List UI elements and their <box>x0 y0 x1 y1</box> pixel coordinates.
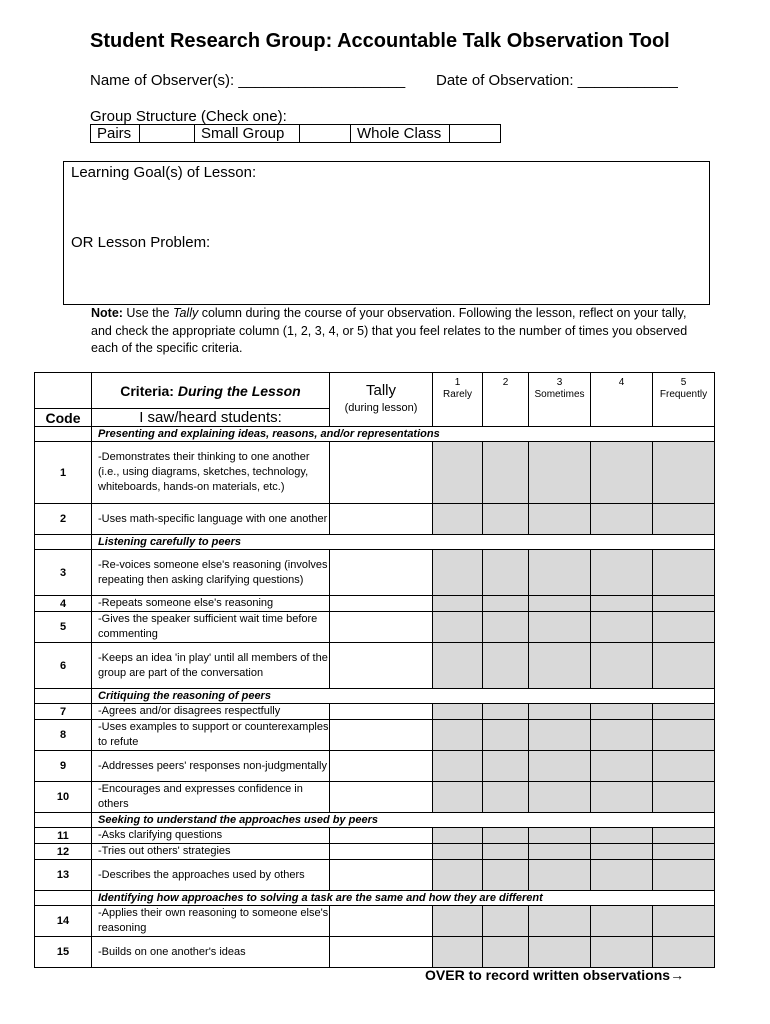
rating-label: Frequently <box>659 389 708 400</box>
criteria-code: 2 <box>35 504 92 535</box>
criteria-text: -Uses examples to support or counterexamples to refute <box>92 720 330 751</box>
rating-1-cell[interactable] <box>433 504 483 535</box>
header-rating-5 <box>653 373 715 427</box>
criteria-table <box>34 372 715 968</box>
group-structure-label: Group Structure (Check one): <box>90 108 287 125</box>
rating-3-cell[interactable] <box>529 704 591 720</box>
section-code-blank <box>35 813 92 828</box>
criteria-code: 7 <box>35 704 92 720</box>
header-rating-3 <box>529 373 591 427</box>
tally-cell[interactable] <box>330 844 433 860</box>
rating-1-cell[interactable] <box>433 751 483 782</box>
rating-num: 1 <box>454 377 461 388</box>
criteria-row <box>35 612 715 643</box>
rating-5-cell[interactable] <box>653 612 715 643</box>
option-small-group-checkbox[interactable] <box>300 125 351 143</box>
tally-cell[interactable] <box>330 596 433 612</box>
criteria-code: 13 <box>35 860 92 891</box>
rating-1-cell[interactable] <box>433 612 483 643</box>
rating-2-cell[interactable] <box>483 442 529 504</box>
rating-3-cell[interactable] <box>529 782 591 813</box>
criteria-text: -Repeats someone else's reasoning <box>92 596 330 612</box>
tally-sublabel: (during lesson) <box>344 402 418 414</box>
criteria-text: -Uses math-specific language with one another <box>92 504 330 535</box>
page-title: Student Research Group: Accountable Talk Observation Tool <box>90 30 670 52</box>
rating-3-cell[interactable] <box>529 860 591 891</box>
rating-1-cell[interactable] <box>433 442 483 504</box>
section-heading: Listening carefully to peers <box>92 535 715 550</box>
criteria-text: -Demonstrates their thinking to one another (i.e., using diagrams, sketches, technology, whiteboards, hands-on materials, etc.) <box>92 442 330 504</box>
tally-cell[interactable] <box>330 906 433 937</box>
rating-3-cell[interactable] <box>529 828 591 844</box>
rating-1-cell[interactable] <box>433 860 483 891</box>
rating-4-cell[interactable] <box>591 828 653 844</box>
rating-2-cell[interactable] <box>483 782 529 813</box>
tally-cell[interactable] <box>330 828 433 844</box>
rating-2-cell[interactable] <box>483 860 529 891</box>
rating-1-cell[interactable] <box>433 906 483 937</box>
rating-4-cell[interactable] <box>591 596 653 612</box>
header-blank <box>35 373 92 409</box>
instructions-note <box>91 305 691 358</box>
rating-2-cell[interactable] <box>483 751 529 782</box>
criteria-prefix: Criteria: <box>120 382 178 399</box>
criteria-text: -Re-voices someone else's reasoning (involves repeating then asking clarifying questions) <box>92 550 330 596</box>
rating-5-cell[interactable] <box>653 937 715 968</box>
rating-5-cell[interactable] <box>653 751 715 782</box>
note-italic: Tally <box>172 306 199 320</box>
section-row <box>35 535 715 550</box>
criteria-code: 15 <box>35 937 92 968</box>
header-tally <box>330 373 433 427</box>
rating-2-cell[interactable] <box>483 828 529 844</box>
header-code: Code <box>35 409 92 427</box>
criteria-row <box>35 751 715 782</box>
section-heading: Identifying how approaches to solving a task are the same and how they are different <box>92 891 715 906</box>
rating-5-cell[interactable] <box>653 844 715 860</box>
rating-2-cell[interactable] <box>483 704 529 720</box>
rating-3-cell[interactable] <box>529 643 591 689</box>
rating-4-cell[interactable] <box>591 937 653 968</box>
criteria-text: -Builds on one another's ideas <box>92 937 330 968</box>
lesson-problem-label: OR Lesson Problem: <box>71 234 211 251</box>
section-heading: Seeking to understand the approaches used by peers <box>92 813 715 828</box>
criteria-code: 11 <box>35 828 92 844</box>
rating-3-cell[interactable] <box>529 751 591 782</box>
rating-3-cell[interactable] <box>529 596 591 612</box>
criteria-code: 6 <box>35 643 92 689</box>
option-small-group-label: Small Group <box>195 125 300 143</box>
rating-4-cell[interactable] <box>591 612 653 643</box>
criteria-code: 8 <box>35 720 92 751</box>
criteria-row <box>35 704 715 720</box>
rating-5-cell[interactable] <box>653 596 715 612</box>
rating-3-cell[interactable] <box>529 720 591 751</box>
rating-5-cell[interactable] <box>653 504 715 535</box>
criteria-row <box>35 550 715 596</box>
tally-cell[interactable] <box>330 643 433 689</box>
rating-4-cell[interactable] <box>591 751 653 782</box>
rating-4-cell[interactable] <box>591 643 653 689</box>
footer-text: OVER to record written observations <box>425 967 671 983</box>
rating-3-cell[interactable] <box>529 504 591 535</box>
rating-5-cell[interactable] <box>653 860 715 891</box>
rating-1-cell[interactable] <box>433 720 483 751</box>
rating-4-cell[interactable] <box>591 704 653 720</box>
criteria-row <box>35 504 715 535</box>
section-heading: Critiquing the reasoning of peers <box>92 689 715 704</box>
learning-goal-box[interactable] <box>63 161 710 305</box>
rating-4-cell[interactable] <box>591 720 653 751</box>
rating-3-cell[interactable] <box>529 844 591 860</box>
rating-1-cell[interactable] <box>433 828 483 844</box>
criteria-row <box>35 906 715 937</box>
rating-5-cell[interactable] <box>653 782 715 813</box>
note-text-2: column during the course of your observation. Following the lesson, reflect on your tally, and check the appropriate column (1, 2, 3, 4, or 5) that you feel relates to the number of times you observed each of the specific criteria. <box>91 306 688 355</box>
rating-1-cell[interactable] <box>433 844 483 860</box>
criteria-row <box>35 844 715 860</box>
criteria-code: 9 <box>35 751 92 782</box>
criteria-row <box>35 643 715 689</box>
criteria-text: -Asks clarifying questions <box>92 828 330 844</box>
rating-2-cell[interactable] <box>483 720 529 751</box>
section-row <box>35 813 715 828</box>
rating-3-cell[interactable] <box>529 612 591 643</box>
rating-3-cell[interactable] <box>529 442 591 504</box>
rating-4-cell[interactable] <box>591 550 653 596</box>
rating-2-cell[interactable] <box>483 596 529 612</box>
rating-1-cell[interactable] <box>433 782 483 813</box>
rating-5-cell[interactable] <box>653 720 715 751</box>
tally-cell[interactable] <box>330 937 433 968</box>
header-rating-1 <box>433 373 483 427</box>
rating-3-cell[interactable] <box>529 906 591 937</box>
rating-5-cell[interactable] <box>653 442 715 504</box>
section-code-blank <box>35 689 92 704</box>
option-pairs-checkbox[interactable] <box>140 125 195 143</box>
rating-4-cell[interactable] <box>591 442 653 504</box>
tally-cell[interactable] <box>330 704 433 720</box>
header-criteria <box>92 373 330 409</box>
section-row <box>35 891 715 906</box>
section-row <box>35 427 715 442</box>
section-code-blank <box>35 891 92 906</box>
criteria-text: -Addresses peers' responses non-judgmentally <box>92 751 330 782</box>
criteria-text: -Describes the approaches used by others <box>92 860 330 891</box>
criteria-code: 3 <box>35 550 92 596</box>
section-heading: Presenting and explaining ideas, reasons, and/or representations <box>92 427 715 442</box>
rating-3-cell[interactable] <box>529 937 591 968</box>
criteria-row <box>35 720 715 751</box>
criteria-row <box>35 782 715 813</box>
tally-label: Tally <box>365 382 396 399</box>
rating-2-cell[interactable] <box>483 504 529 535</box>
criteria-code: 4 <box>35 596 92 612</box>
tally-cell[interactable] <box>330 550 433 596</box>
observation-date-field[interactable]: Date of Observation: ____________ <box>436 72 678 89</box>
right-arrow-icon: → <box>670 967 685 983</box>
criteria-text: -Tries out others' strategies <box>92 844 330 860</box>
rating-num: 4 <box>618 377 625 388</box>
option-pairs-label: Pairs <box>91 125 140 143</box>
rating-4-cell[interactable] <box>591 860 653 891</box>
rating-2-cell[interactable] <box>483 937 529 968</box>
option-whole-class-checkbox[interactable] <box>450 125 501 143</box>
rating-5-cell[interactable] <box>653 906 715 937</box>
criteria-code: 12 <box>35 844 92 860</box>
rating-1-cell[interactable] <box>433 704 483 720</box>
criteria-code: 1 <box>35 442 92 504</box>
criteria-row <box>35 937 715 968</box>
rating-1-cell[interactable] <box>433 550 483 596</box>
rating-1-cell[interactable] <box>433 643 483 689</box>
rating-2-cell[interactable] <box>483 550 529 596</box>
rating-label: Rarely <box>443 389 472 400</box>
footer-over-note <box>425 967 684 983</box>
rating-num: 2 <box>502 377 509 388</box>
tally-cell[interactable] <box>330 612 433 643</box>
rating-4-cell[interactable] <box>591 906 653 937</box>
criteria-italic: During the Lesson <box>177 382 301 399</box>
tally-cell[interactable] <box>330 782 433 813</box>
header-rating-4 <box>591 373 653 427</box>
rating-4-cell[interactable] <box>591 504 653 535</box>
rating-2-cell[interactable] <box>483 906 529 937</box>
criteria-code: 10 <box>35 782 92 813</box>
tally-cell[interactable] <box>330 860 433 891</box>
criteria-code: 5 <box>35 612 92 643</box>
tally-cell[interactable] <box>330 442 433 504</box>
rating-5-cell[interactable] <box>653 643 715 689</box>
rating-1-cell[interactable] <box>433 937 483 968</box>
rating-num: 5 <box>680 377 687 388</box>
header-saw-heard: I saw/heard students: <box>92 409 330 427</box>
header-rating-2 <box>483 373 529 427</box>
rating-num: 3 <box>556 377 563 388</box>
learning-goal-label: Learning Goal(s) of Lesson: <box>71 164 257 181</box>
section-code-blank <box>35 427 92 442</box>
criteria-row <box>35 596 715 612</box>
section-code-blank <box>35 535 92 550</box>
rating-4-cell[interactable] <box>591 782 653 813</box>
section-row <box>35 689 715 704</box>
criteria-row <box>35 860 715 891</box>
rating-4-cell[interactable] <box>591 844 653 860</box>
rating-5-cell[interactable] <box>653 550 715 596</box>
note-bold: Note: <box>91 306 123 320</box>
tally-cell[interactable] <box>330 751 433 782</box>
criteria-code: 14 <box>35 906 92 937</box>
criteria-text: -Agrees and/or disagrees respectfully <box>92 704 330 720</box>
criteria-text: -Encourages and expresses confidence in others <box>92 782 330 813</box>
criteria-row <box>35 828 715 844</box>
rating-2-cell[interactable] <box>483 643 529 689</box>
rating-1-cell[interactable] <box>433 596 483 612</box>
tally-cell[interactable] <box>330 504 433 535</box>
group-structure-table <box>90 124 501 143</box>
criteria-text: -Keeps an idea 'in play' until all members of the group are part of the conversation <box>92 643 330 689</box>
criteria-text: -Gives the speaker sufficient wait time before commenting <box>92 612 330 643</box>
criteria-text: -Applies their own reasoning to someone else's reasoning <box>92 906 330 937</box>
rating-label: Sometimes <box>534 389 585 400</box>
note-text-1: Use the <box>122 306 173 320</box>
tally-cell[interactable] <box>330 720 433 751</box>
rating-3-cell[interactable] <box>529 550 591 596</box>
rating-2-cell[interactable] <box>483 612 529 643</box>
observer-name-field[interactable]: Name of Observer(s): ____________________ <box>90 72 406 89</box>
rating-5-cell[interactable] <box>653 704 715 720</box>
option-whole-class-label: Whole Class <box>351 125 450 143</box>
rating-2-cell[interactable] <box>483 844 529 860</box>
rating-5-cell[interactable] <box>653 828 715 844</box>
criteria-row <box>35 442 715 504</box>
